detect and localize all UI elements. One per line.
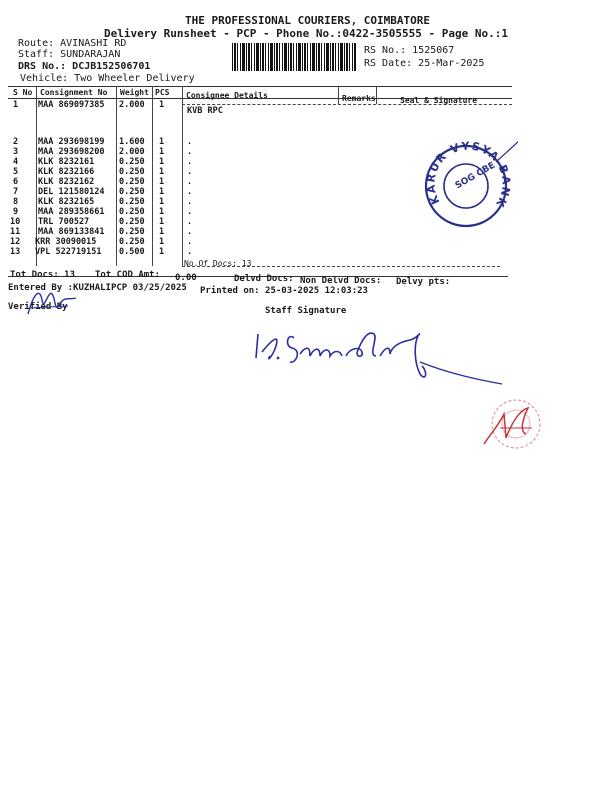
route-line: Route: AVINASHI RD	[18, 38, 127, 49]
table-row: 10 TRL 700527 0.250 1 .	[10, 217, 193, 227]
stamp-inner: SOG CBE	[453, 160, 498, 192]
staff-line: Staff: SUNDARAJAN	[18, 49, 121, 60]
vehicle-line: Vehicle: Two Wheeler Delivery	[20, 73, 195, 84]
bank-stamp	[418, 140, 518, 230]
col-consignee: Consignee Details	[186, 91, 268, 100]
rs-date: RS Date: 25-Mar-2025	[364, 58, 485, 69]
table-row: 8 KLK 8232165 0.250 1 .	[13, 197, 193, 207]
no-of-docs: No.Of Docs: 13	[184, 259, 252, 268]
table-row: 13 VPL 522719151 0.500 1 .	[10, 247, 193, 257]
delvd-docs: Delvd Docs:	[234, 274, 294, 284]
cell-sno: 1	[13, 100, 19, 110]
table-row: 12 KRR 30090015 0.250 1 .	[10, 237, 193, 247]
col-seal: Seal & Signature	[400, 96, 478, 105]
stamp-text: KARUR VYSYA BANK	[424, 140, 513, 211]
table-row: 2 MAA 293698199 1.600 1 .	[13, 137, 193, 147]
table-row: 4 KLK 8232161 0.250 1 .	[13, 157, 193, 167]
tot-docs: Tot Docs: 13	[10, 270, 76, 280]
table-row	[0, 100, 600, 116]
company-name: THE PROFESSIONAL COURIERS, COIMBATORE	[185, 14, 431, 27]
verified-signature	[24, 284, 84, 324]
col-pcs: PCS	[155, 88, 170, 97]
cell-pcs: 1	[159, 100, 165, 110]
non-delvd-docs: Non Delvd Docs:	[300, 276, 382, 286]
cell-consignee: KVB RPC	[187, 106, 223, 116]
staff-signature-label: Staff Signature	[265, 306, 347, 316]
verified-by: Verified By	[8, 302, 68, 312]
col-remarks: Remarks	[342, 94, 376, 103]
cell-cno: MAA 869097385	[38, 100, 105, 110]
runsheet-title: Delivery Runsheet - PCP - Phone No.:0422-3505555 - Page No.:1	[104, 27, 508, 40]
cell-weight: 2.000	[119, 100, 145, 110]
tot-cod-label: Tot COD Amt:	[95, 270, 161, 280]
red-stamp-mark	[474, 392, 554, 462]
rs-number: RS No.: 1525067	[364, 45, 455, 56]
barcode	[232, 43, 356, 71]
table-row: 11 MAA 869133841 0.250 1 .	[10, 227, 193, 237]
table-row: 3 MAA 293698200 2.000 1 .	[13, 147, 193, 157]
drs-line: DRS No.: DCJB152506701	[18, 61, 151, 72]
table-row: 9 MAA 289358661 0.250 1 .	[13, 207, 193, 217]
delvy-pts: Delvy pts:	[396, 277, 451, 287]
col-sno: S No	[13, 88, 33, 97]
col-weight: Weight	[120, 88, 149, 97]
staff-signature	[250, 322, 510, 392]
table-row: 5 KLK 8232166 0.250 1 .	[13, 167, 193, 177]
entered-by: Entered By :KUZHALIPCP 03/25/2025	[8, 283, 187, 293]
tot-cod-value: 0.00	[175, 273, 197, 283]
col-consignment: Consignment No	[40, 88, 108, 97]
table-row: 6 KLK 8232162 0.250 1 .	[13, 177, 193, 187]
printed-on: Printed on: 25-03-2025 12:03:23	[200, 286, 368, 296]
table-row: 7 DEL 121580124 0.250 1 .	[13, 187, 193, 197]
